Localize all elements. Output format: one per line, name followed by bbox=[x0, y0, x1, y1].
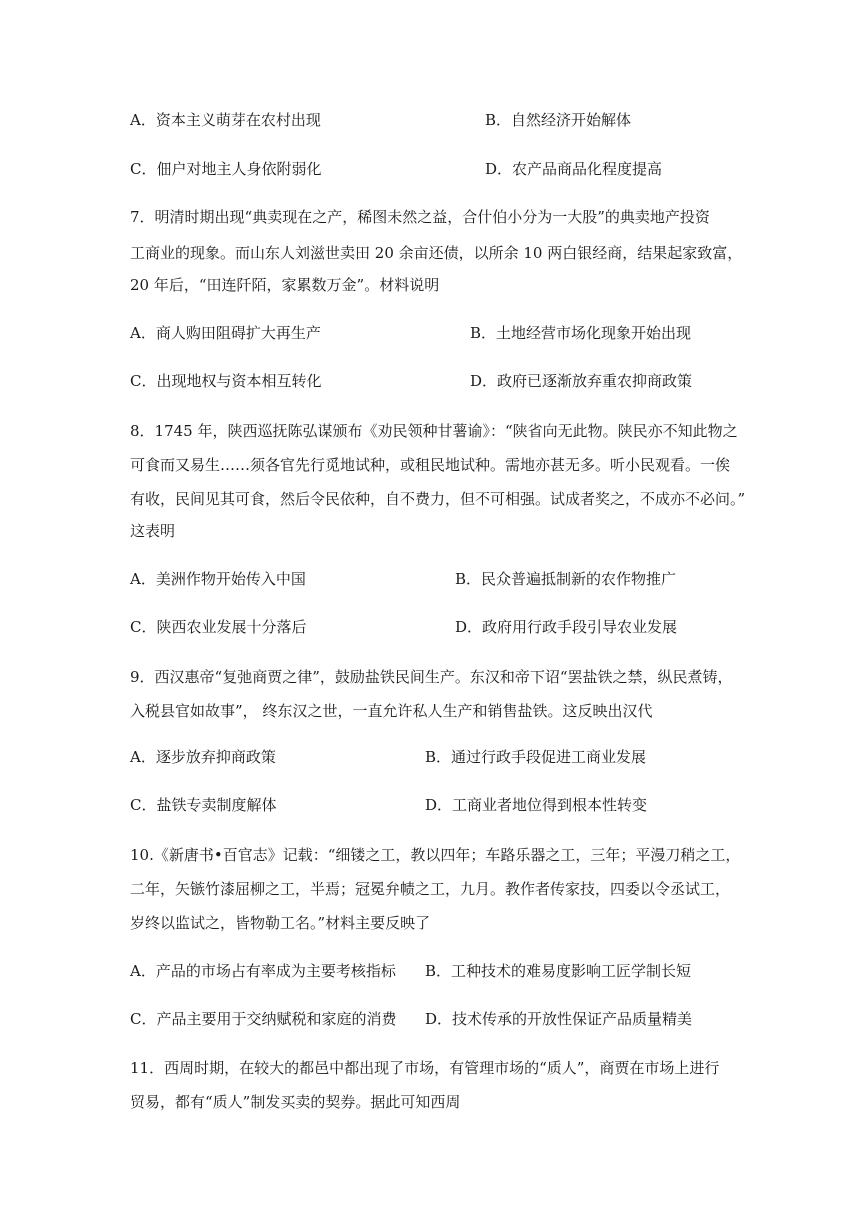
q7-option-a: A．商人购田阻碍扩大再生产 bbox=[130, 324, 321, 342]
q7-stem-line-1: 7．明清时期出现“典卖现在之产，稀图未然之益，合什伯小分为一大股”的典卖地产投资 bbox=[130, 208, 710, 226]
q8-stem-line-2: 可食而又易生……须各官先行觅地试种，或租民地试种。需地亦甚无多。听小民观看。一俟 bbox=[130, 456, 731, 474]
q9-option-c: C．盐铁专卖制度解体 bbox=[130, 796, 277, 814]
q10-stem-line-1: 10.《新唐书•百官志》记载：“细镂之工，教以四年；车路乐器之工，三年；平漫刀稍之工， bbox=[130, 846, 741, 864]
q7-stem-line-2: 工商业的现象。而山东人刘滋世卖田 20 余亩还债，以所余 10 两白银经商，结果起家致富， bbox=[130, 244, 743, 262]
q10-option-a: A．产品的市场占有率成为主要考核指标 bbox=[130, 962, 396, 980]
q9-stem-line-1: 9．西汉惠帝“复弛商贾之律”，鼓励盐铁民间生产。东汉和帝下诏“罢盐铁之禁，纵民煮铸， bbox=[130, 668, 733, 686]
q8-option-d: D．政府用行政手段引导农业发展 bbox=[455, 618, 678, 636]
q7-option-d: D．政府已逐渐放弃重农抑商政策 bbox=[470, 372, 693, 390]
q8-stem-line-4: 这表明 bbox=[130, 522, 176, 540]
q10-stem-line-3: 岁终以监试之，皆物勒工名。”材料主要反映了 bbox=[130, 914, 431, 932]
q6-option-b: B．自然经济开始解体 bbox=[485, 111, 632, 129]
q6-option-a: A．资本主义萌芽在农村出现 bbox=[130, 111, 321, 129]
q8-stem-line-1: 8．1745 年，陕西巡抚陈弘谋颁布《劝民领种甘薯谕》：“陕省向无此物。陕民亦不知此物之 bbox=[130, 422, 738, 440]
q7-stem-line-3: 20 年后，“田连阡陌，家累数万金”。材料说明 bbox=[130, 276, 440, 294]
q8-stem-line-3: 有收，民间见其可食，然后令民依种，自不费力，但不可相强。试成者奖之，不成亦不必问。” bbox=[130, 490, 746, 508]
q10-stem-line-2: 二年，矢镞竹漆屈柳之工，半焉；冠冕弁帻之工，九月。教作者传家技，四委以令丞试工， bbox=[130, 880, 731, 898]
q11-stem-line-1: 11．西周时期，在较大的都邑中都出现了市场，有管理市场的“质人”，商贾在市场上进行 bbox=[130, 1059, 720, 1077]
q11-stem-line-2: 贸易，都有“质人”制发买卖的契券。据此可知西周 bbox=[130, 1093, 461, 1111]
q8-option-c: C．陕西农业发展十分落后 bbox=[130, 618, 307, 636]
q8-option-a: A．美洲作物开始传入中国 bbox=[130, 570, 306, 588]
q7-option-c: C．出现地权与资本相互转化 bbox=[130, 372, 322, 390]
q9-option-a: A．逐步放弃抑商政策 bbox=[130, 748, 276, 766]
q6-option-d: D．农产品商品化程度提高 bbox=[485, 160, 663, 178]
q10-option-d: D．技术传承的开放性保证产品质量精美 bbox=[425, 1010, 693, 1028]
q10-option-c: C．产品主要用于交纳赋税和家庭的消费 bbox=[130, 1010, 397, 1028]
q6-option-c: C．佃户对地主人身依附弱化 bbox=[130, 160, 322, 178]
q9-option-d: D．工商业者地位得到根本性转变 bbox=[425, 796, 648, 814]
q7-option-b: B．土地经营市场化现象开始出现 bbox=[470, 324, 692, 342]
q10-option-b: B．工种技术的难易度影响工匠学制长短 bbox=[425, 962, 692, 980]
q9-option-b: B．通过行政手段促进工商业发展 bbox=[425, 748, 647, 766]
q8-option-b: B．民众普遍抵制新的农作物推广 bbox=[455, 570, 677, 588]
q9-stem-line-2: 入税县官如故事”， 终东汉之世，一直允许私人生产和销售盐铁。这反映出汉代 bbox=[130, 702, 653, 720]
